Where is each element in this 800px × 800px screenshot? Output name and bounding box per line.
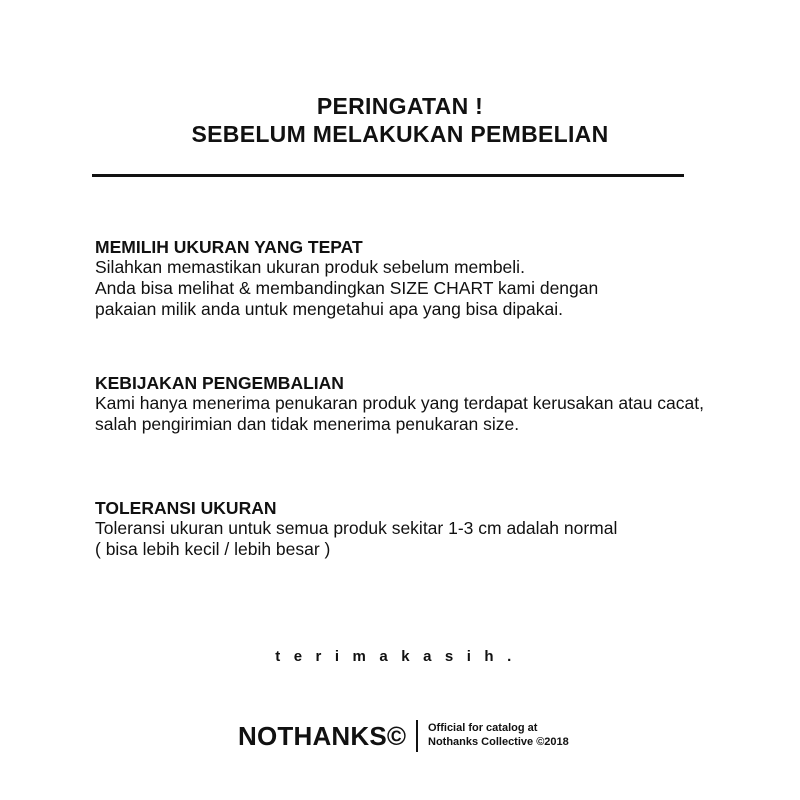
section-size-selection xyxy=(95,237,755,320)
brand-logo: NOTHANKS© xyxy=(238,721,407,751)
section-heading: TOLERANSI UKURAN xyxy=(95,498,277,518)
section-text-line: Toleransi ukuran untuk semua produk sekitar 1-3 cm adalah normal xyxy=(95,518,618,538)
section-text-line: Anda bisa melihat & membandingkan SIZE CHART kami dengan xyxy=(95,278,599,298)
section-size-tolerance xyxy=(95,498,755,560)
brand-note xyxy=(428,721,569,749)
header-divider xyxy=(92,174,684,177)
section-text-line: salah pengirimian dan tidak menerima penukaran size. xyxy=(95,414,520,434)
page-title-line-1: PERINGATAN ! xyxy=(316,93,484,119)
thank-you-text: terimakasih. xyxy=(275,648,525,665)
section-return-policy xyxy=(95,373,755,435)
section-text-line: ( bisa lebih kecil / lebih besar ) xyxy=(95,539,331,559)
brand-separator xyxy=(416,720,418,752)
section-heading: KEBIJAKAN PENGEMBALIAN xyxy=(95,373,344,393)
section-text-line: Silahkan memastikan ukuran produk sebelum membeli. xyxy=(95,257,525,277)
brand-note-line-1: Official for catalog at xyxy=(428,722,538,734)
page-title-line-2: SEBELUM MELAKUKAN PEMBELIAN xyxy=(191,121,609,147)
section-heading: MEMILIH UKURAN YANG TEPAT xyxy=(95,237,363,257)
section-text-line: pakaian milik anda untuk mengetahui apa yang bisa dipakai. xyxy=(95,299,563,319)
brand-footer xyxy=(0,718,800,754)
section-text-line: Kami hanya menerima penukaran produk yang terdapat kerusakan atau cacat, xyxy=(95,393,704,413)
brand-note-line-2: Nothanks Collective ©2018 xyxy=(428,736,569,748)
